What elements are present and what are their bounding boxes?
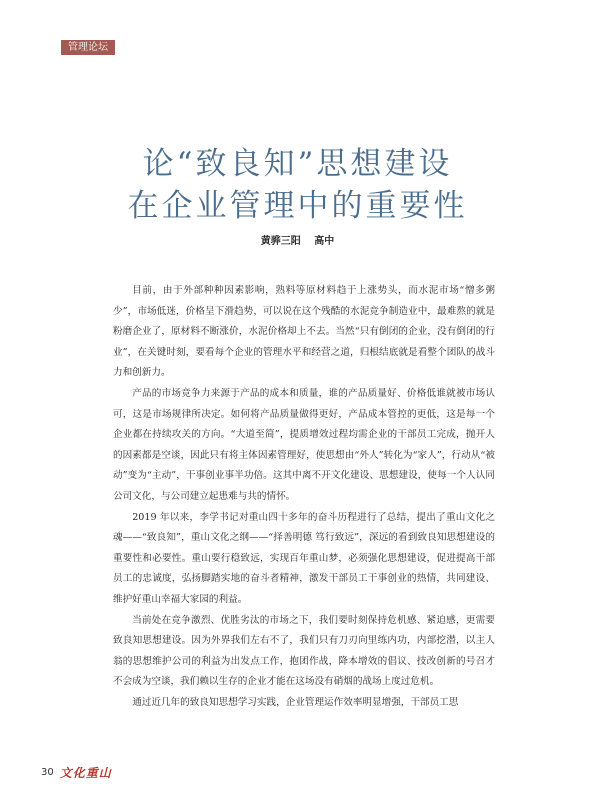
paragraph: 通过近几年的致良知思想学习实践，企业管理运作效率明显增强，干部员工思 (132, 696, 459, 708)
section-tag: 管理论坛 (61, 40, 115, 55)
magazine-logo: 文化重山 (59, 765, 112, 780)
article-body (113, 281, 495, 713)
page-number: 30 (41, 766, 54, 778)
paragraph: 产品的市场竞争力来源于产品的成本和质量，谁的产品质量好、价格低谁就被市场认可，这是市场规律所决定。如何将产品质量做得更好，产品成本管控的更低，这是每一个企业都在持续攻关的方向。“大道至简”，提质增效过程均需企业的干部员工完成，抛开人的因素都是空谈，因此只有将主体因素管理好，使思想由“外人”转化为“家人”，行动从“被动”变为“主动”，干事创业事半功倍。这其中离不开文化建设、思想建设，使每一个人认同公司文化，与公司建立起患难与共的情怀。 (113, 387, 495, 502)
paragraph: 目前，由于外部种种因素影响，熟料等原材料趋于上涨势头，而水泥市场“憎多粥少”，市场低迷，价格呈下滑趋势，可以说在这个残酷的水泥竞争制造业中，最难熬的就是粉磨企业了，原材料不断涨价，水泥价格却上不去。当然“只有倒闭的企业，没有倒闭的行业”，在关键时刻，要看每个企业的管理水平和经营之道，归根结底就是看整个团队的战斗力和创新力。 (113, 285, 495, 379)
article-authors: 黄骅三阳 高中 (260, 236, 335, 247)
page-footer (41, 764, 112, 780)
paragraph: 当前处在竞争激烈、优胜劣汰的市场之下，我们要时刻保持危机感、紧迫感，更需要致良知思想建设。因为外界我们左右不了，我们只有刀刃向里练内功，内部挖潜，以主人翁的思想维护公司的利益为出发点工作，抱团作战，降本增效的倡议、技改创新的号召才不会成为空谈，我们赖以生存的企业才能在这场没有硝烟的战场上度过危机。 (113, 614, 495, 688)
article-title-line-2: 在企业管理中的重要性 (127, 188, 468, 224)
paragraph: 2019 年以来，李学书记对重山四十多年的奋斗历程进行了总结，提出了重山文化之魂——“致良知”，重山文化之纲——“择善明德 笃行致远”，深远的看到致良知思想建设的重要性和必要性。重山要行稳致远，实现百年重山梦，必须强化思想建设，促进提高干部员工的忠诚度，弘扬脚踏实地的奋斗者精神，激发干部员工干事创业的热情，共同建设、维护好重山幸福大家园的利益。 (113, 511, 495, 605)
article-title-line-1: 论“致良知”思想建设 (142, 146, 453, 182)
